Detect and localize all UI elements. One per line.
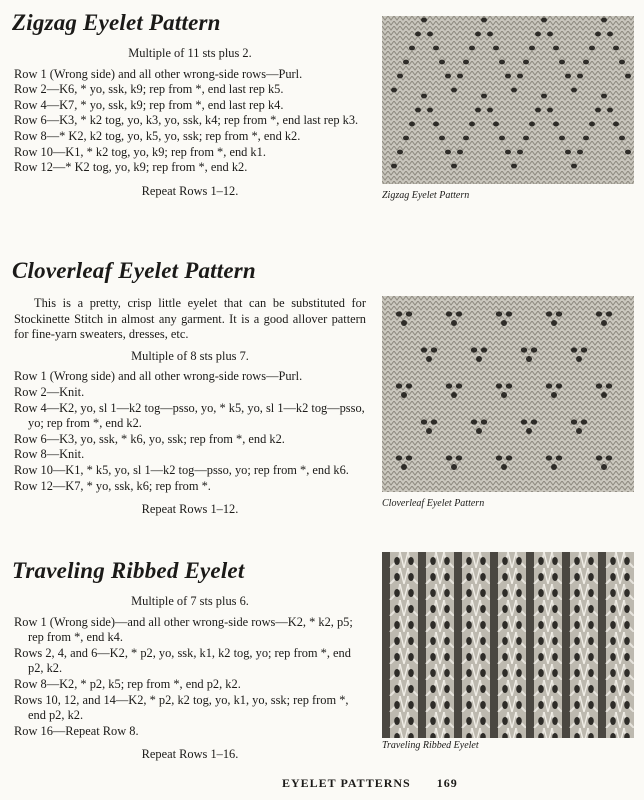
row-instruction: Rows 10, 12, and 14—K2, * p2, k2 tog, yo, k1, yo, ssk; rep from *, end p2, k2.	[14, 692, 349, 723]
pattern-repeat: Repeat Rows 1–12.	[141, 502, 239, 517]
row-instruction: Row 10—K1, * k2 tog, yo, k9; rep from *, end k1.	[14, 144, 266, 159]
row-instruction: Row 8—Knit.	[14, 447, 85, 462]
row-instruction: Row 4—K2, yo, sl 1—k2 tog—psso, yo, * k5, yo, sl 1—k2 tog—psso, yo; rep from *, end k2.	[14, 400, 365, 431]
row-instruction: Row 1 (Wrong side) and all other wrong-side rows—Purl.	[14, 369, 303, 384]
pattern-title: Traveling Ribbed Eyelet	[12, 558, 245, 583]
pattern-instructions	[14, 296, 366, 518]
page-footer	[282, 776, 458, 791]
pattern-intro: This is a pretty, crisp little eyelet that can be substituted for Stockinette Stitch in almost any garment. It is a good allover pattern for fine-yarn sweaters, dresses, etc.	[14, 296, 366, 342]
pattern-instructions	[14, 46, 366, 199]
pattern-title: Cloverleaf Eyelet Pattern	[12, 258, 256, 283]
row-instruction: Row 2—K6, * yo, ssk, k9; rep from *, end last rep k5.	[14, 82, 284, 97]
zigzag-swatch-image	[382, 16, 634, 184]
row-instruction: Row 2—Knit.	[14, 384, 85, 399]
swatch-caption: Traveling Ribbed Eyelet	[382, 740, 479, 751]
pattern-title: Zigzag Eyelet Pattern	[12, 10, 221, 35]
page-number: 169	[436, 776, 458, 790]
row-instruction: Row 1 (Wrong side)—and all other wrong-side rows—K2, * k2, p5; rep from *, end k4.	[14, 614, 353, 645]
row-instruction: Row 8—K2, * p2, k5; rep from *, end p2, k2.	[14, 676, 241, 691]
row-instruction: Rows 2, 4, and 6—K2, * p2, yo, ssk, k1, k2 tog, yo; rep from *, end p2, k2.	[14, 645, 351, 676]
row-instruction: Row 16—Repeat Row 8.	[14, 723, 139, 738]
swatch-figure	[382, 552, 634, 751]
pattern-multiple: Multiple of 8 sts plus 7.	[131, 348, 249, 363]
row-instruction: Row 6—K3, yo, ssk, * k6, yo, ssk; rep from *, end k2.	[14, 431, 285, 446]
pattern-instructions	[14, 594, 366, 763]
row-instruction: Row 12—K7, * yo, ssk, k6; rep from *.	[14, 478, 211, 493]
row-instruction: Row 8—* K2, k2 tog, yo, k5, yo, ssk; rep from *, end k2.	[14, 128, 301, 143]
traveling-ribbed-swatch-image	[382, 552, 634, 738]
pattern-multiple: Multiple of 11 sts plus 2.	[128, 46, 252, 60]
footer-section-label: EYELET PATTERNS	[282, 776, 411, 790]
row-instruction: Row 1 (Wrong side) and all other wrong-side rows—Purl.	[14, 66, 303, 81]
swatch-figure	[382, 296, 634, 509]
pattern-repeat: Repeat Rows 1–12.	[141, 183, 239, 198]
row-instruction: Row 6—K3, * k2 tog, yo, k3, yo, ssk, k4; rep from *, end last rep k3.	[14, 113, 359, 128]
swatch-figure	[382, 16, 634, 201]
pattern-multiple: Multiple of 7 sts plus 6.	[131, 594, 249, 608]
swatch-caption: Zigzag Eyelet Pattern	[382, 190, 470, 201]
row-instruction: Row 4—K7, * yo, ssk, k9; rep from *, end last rep k4.	[14, 97, 284, 112]
row-instruction: Row 12—* K2 tog, yo, k9; rep from *, end k2.	[14, 160, 248, 175]
cloverleaf-swatch-image	[382, 296, 634, 492]
row-instruction: Row 10—K1, * k5, yo, sl 1—k2 tog—psso, yo; rep from *, end k6.	[14, 462, 349, 477]
swatch-caption: Cloverleaf Eyelet Pattern	[382, 498, 485, 509]
pattern-repeat: Repeat Rows 1–16.	[141, 747, 239, 762]
